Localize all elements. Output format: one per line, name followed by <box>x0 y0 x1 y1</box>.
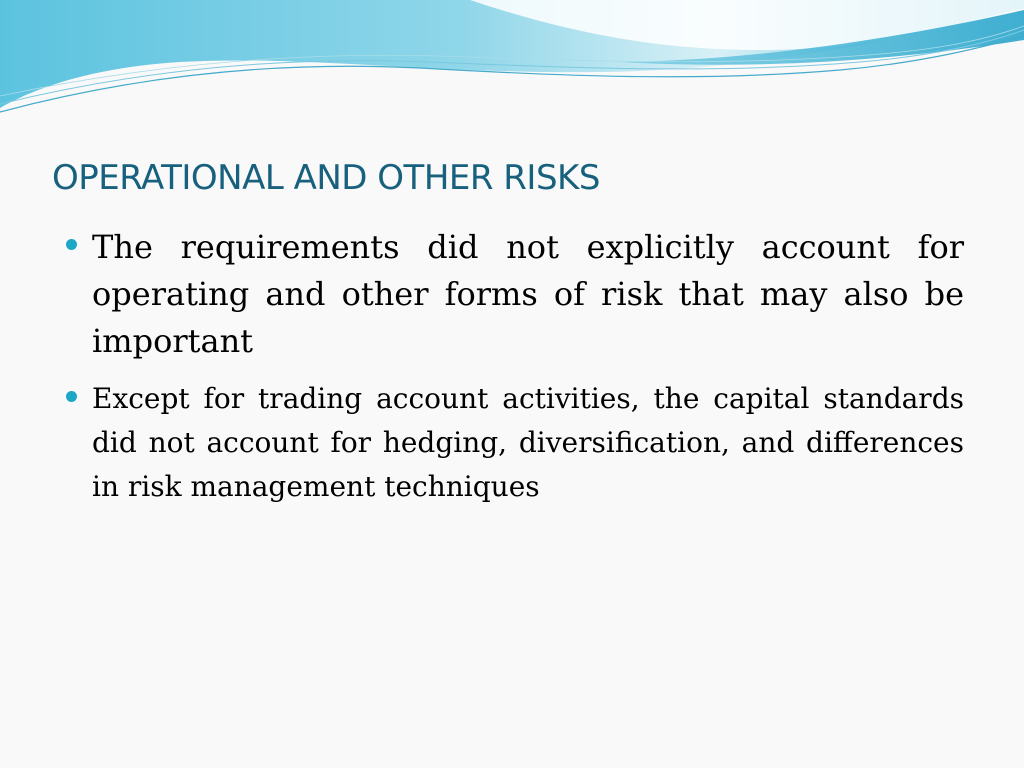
bullet-list <box>62 224 964 509</box>
bullet-item <box>62 377 964 509</box>
slide-title: OPERATIONAL AND OTHER RISKS <box>52 158 600 198</box>
bullet-dot-icon <box>66 239 77 250</box>
bullet-dot-icon <box>66 391 77 402</box>
bullet-text: The requirements did not explicitly account for operating and other forms of risk that may also be important <box>92 228 964 360</box>
bullet-text: Except for trading account activities, the capital standards did not account for hedging, diversification, and differences in risk management techniques <box>92 382 964 503</box>
header-wave-decoration <box>0 0 1024 130</box>
bullet-item <box>62 224 964 365</box>
